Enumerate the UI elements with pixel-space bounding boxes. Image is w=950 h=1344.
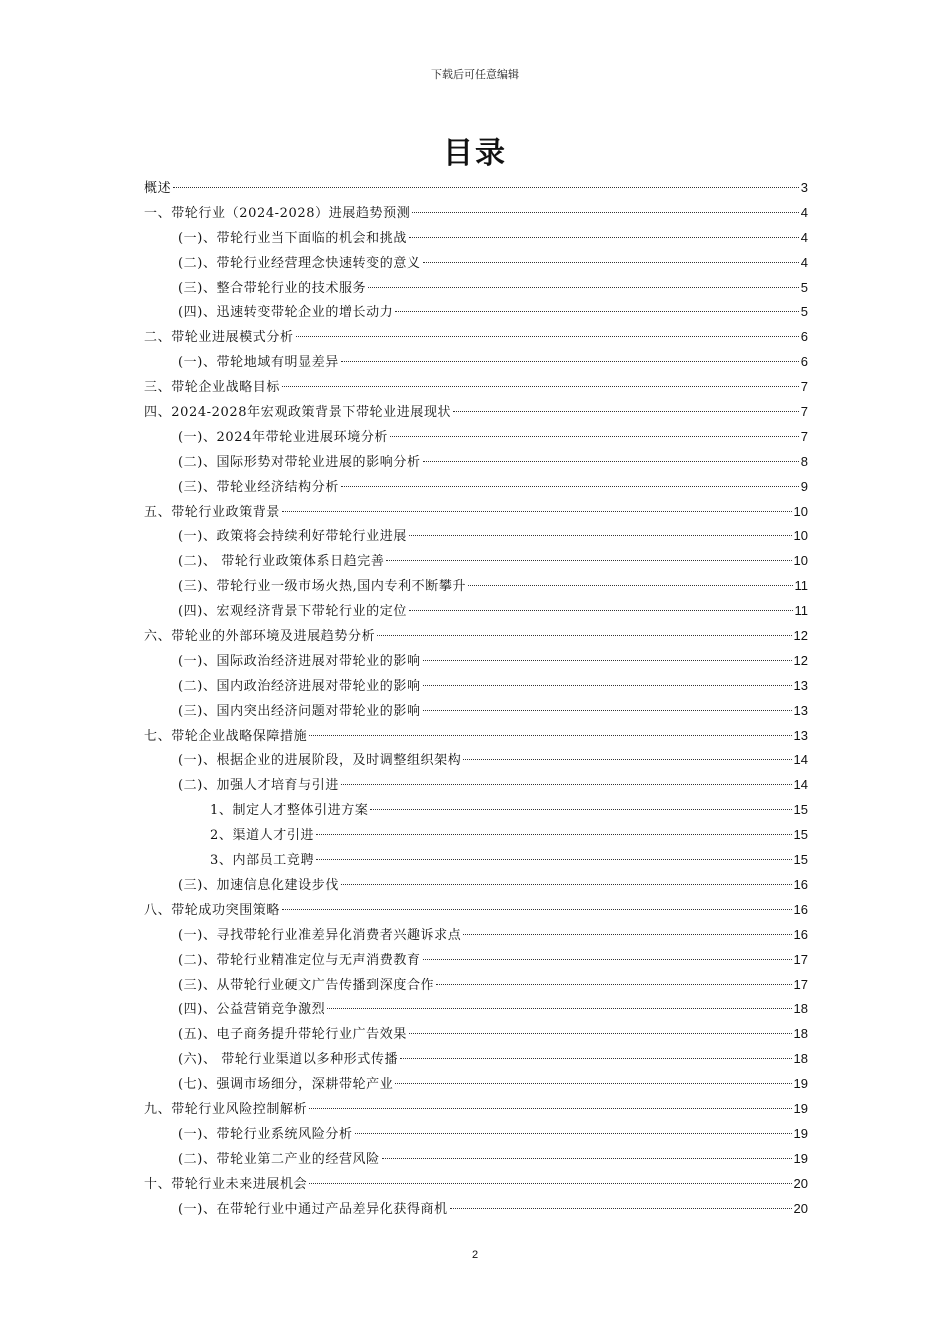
toc-entry-title: (二)、带轮行业经营理念快速转变的意义 [178,255,421,271]
toc-entry[interactable] [144,873,808,898]
toc-entry-page: 16 [793,876,808,892]
toc-entry-page: 3 [800,180,808,195]
toc-entry[interactable] [144,201,808,226]
toc-entry-title: 十、带轮行业未来进展机会 [144,1176,308,1192]
toc-entry[interactable] [144,624,808,649]
toc-entry-page: 16 [793,901,808,917]
toc-entry-page: 18 [793,1051,808,1067]
toc-entry-title: 一、带轮行业（2024-2028）进展趋势预测 [144,205,411,221]
toc-dot-leader [423,959,792,960]
toc-entry[interactable] [144,997,808,1022]
toc-entry-page: 19 [793,1150,808,1166]
toc-entry-title: 四、2024-2028年宏观政策背景下带轮业进展现状 [144,405,452,421]
toc-entry[interactable] [144,1197,808,1222]
toc-dot-leader [368,287,799,288]
toc-dot-leader [463,934,791,935]
toc-dot-leader [309,735,791,736]
toc-entry[interactable] [144,549,808,574]
toc-dot-leader [316,834,791,835]
toc-entry[interactable] [144,425,808,450]
toc-dot-leader [282,909,792,910]
toc-entry-title: (一)、带轮地域有明显差异 [178,355,339,371]
page-title: 目录 [443,136,507,171]
toc-dot-leader [341,361,799,362]
toc-entry-title: (一)、国际政治经济进展对带轮业的影响 [178,653,421,669]
toc-dot-leader [282,511,792,512]
toc-dot-leader [436,984,791,985]
toc-entry[interactable] [144,1172,808,1197]
toc-dot-leader [282,386,799,387]
toc-entry-page: 16 [793,926,808,942]
toc-dot-leader [327,1008,791,1009]
toc-dot-leader [377,635,791,636]
toc-dot-leader [386,560,791,561]
toc-entry-title: (一)、政策将会持续利好带轮行业进展 [178,529,407,545]
toc-entry-page: 15 [793,827,808,843]
toc-entry-title: (二)、国内政治经济进展对带轮业的影响 [178,678,421,694]
toc-dot-leader [409,1033,792,1034]
toc-entry[interactable] [144,823,808,848]
toc-entry-page: 13 [793,702,808,718]
toc-entry-title: 八、带轮成功突围策略 [144,902,281,918]
toc-entry-page: 13 [793,677,808,693]
page-header: 下载后可任意编辑 [431,68,519,81]
toc-entry-page: 7 [800,379,808,395]
toc-entry-page: 6 [800,354,808,370]
toc-entry-title: (一)、2024年带轮业进展环境分析 [178,429,389,445]
toc-entry-title: (一)、带轮行业系统风险分析 [178,1126,353,1142]
toc-entry-title: 2、渠道人才引进 [210,828,315,844]
toc-entry-title: (一)、寻找带轮行业准差异化消费者兴趣诉求点 [178,927,462,943]
toc-entry[interactable] [144,699,808,724]
toc-entry[interactable] [144,599,808,624]
toc-dot-leader [316,859,791,860]
toc-entry-title: (三)、国内突出经济问题对带轮业的影响 [178,703,421,719]
toc-dot-leader [341,784,792,785]
toc-entry-title: 概述 [144,181,172,196]
toc-entry[interactable] [144,350,808,375]
toc-dot-leader [296,336,799,337]
toc-entry[interactable] [144,1097,808,1122]
toc-entry-title: (二)、 带轮行业政策体系日趋完善 [178,554,385,570]
toc-entry-page: 20 [793,1200,808,1216]
toc-entry[interactable] [144,923,808,948]
toc-entry-page: 11 [794,603,808,619]
toc-dot-leader [390,436,799,437]
toc-entry[interactable] [144,674,808,699]
toc-entry[interactable] [144,948,808,973]
toc-entry-title: (四)、宏观经济背景下带轮行业的定位 [178,604,407,620]
toc-entry-title: 六、带轮业的外部环境及进展趋势分析 [144,629,376,645]
toc-entry-title: 九、带轮行业风险控制解析 [144,1101,308,1117]
toc-entry-page: 15 [793,802,808,818]
toc-entry-page: 14 [793,777,808,793]
toc-entry-title: (三)、加速信息化建设步伐 [178,877,339,893]
toc-dot-leader [423,685,792,686]
toc-entry-page: 10 [793,553,808,569]
toc-entry-page: 20 [793,1175,808,1191]
toc-entry[interactable] [144,226,808,251]
toc-entry-title: (二)、加强人才培育与引进 [178,778,339,794]
toc-entry[interactable] [144,500,808,525]
toc-dot-leader [423,262,799,263]
toc-entry-title: 3、内部员工竞聘 [210,853,315,869]
toc-dot-leader [450,1208,792,1209]
toc-entry-page: 4 [800,204,808,220]
page-number: 2 [471,1249,479,1261]
toc-entry-title: (六)、 带轮行业渠道以多种形式传播 [178,1052,399,1068]
toc-dot-leader [370,809,791,810]
toc-dot-leader [400,1058,791,1059]
toc-entry-title: (一)、带轮行业当下面临的机会和挑战 [178,230,407,246]
toc-dot-leader [355,1133,792,1134]
toc-entry-page: 18 [793,1001,808,1017]
toc-dot-leader [309,1108,791,1109]
toc-dot-leader [409,610,793,611]
toc-entry-title: (二)、国际形势对带轮业进展的影响分析 [178,454,421,470]
toc-entry-page: 12 [793,628,808,644]
toc-entry-title: (四)、迅速转变带轮企业的增长动力 [178,305,394,321]
toc-entry-page: 4 [800,229,808,245]
toc-entry[interactable] [144,724,808,749]
toc-dot-leader [412,212,798,213]
toc-entry[interactable] [144,276,808,301]
toc-dot-leader [423,461,799,462]
toc-entry-page: 19 [793,1125,808,1141]
toc-entry-page: 5 [800,304,808,320]
toc-entry-title: (二)、带轮行业精准定位与无声消费教育 [178,952,421,968]
toc-dot-leader [173,187,799,188]
toc-entry-title: (三)、带轮行业一级市场火热,国内专利不断攀升 [178,579,467,595]
toc-entry-title: (四)、公益营销竞争激烈 [178,1002,326,1018]
toc-entry[interactable] [144,400,808,425]
toc-entry-page: 7 [800,404,808,420]
toc-entry[interactable] [144,574,808,599]
toc-entry-page: 6 [800,329,808,345]
toc-entry-page: 10 [793,503,808,519]
toc-entry-title: 五、带轮行业政策背景 [144,504,281,520]
toc-entry[interactable] [144,1072,808,1097]
toc-entry-title: (三)、带轮业经济结构分析 [178,479,339,495]
toc-dot-leader [395,311,798,312]
toc-entry-page: 17 [793,951,808,967]
toc-entry[interactable] [144,1047,808,1072]
toc-dot-leader [468,585,792,586]
toc-entry[interactable] [144,325,808,350]
toc-entry-title: (七)、强调市场细分，深耕带轮产业 [178,1077,394,1093]
toc-entry[interactable] [144,176,808,201]
toc-entry-title: (一)、根据企业的进展阶段，及时调整组织架构 [178,753,462,769]
toc-entry-page: 12 [793,652,808,668]
toc-entry-title: 七、带轮企业战略保障措施 [144,728,308,744]
toc-entry-title: (三)、整合带轮行业的技术服务 [178,280,367,296]
toc-entry-page: 8 [800,453,808,469]
toc-dot-leader [309,1183,791,1184]
toc-entry[interactable] [144,973,808,998]
toc-entry[interactable] [144,649,808,674]
toc-dot-leader [423,660,792,661]
toc-entry-title: (一)、在带轮行业中通过产品差异化获得商机 [178,1201,448,1217]
toc-entry[interactable] [144,1122,808,1147]
toc-entry-title: (五)、电子商务提升带轮行业广告效果 [178,1027,407,1043]
toc-dot-leader [423,710,792,711]
toc-entry-page: 13 [793,727,808,743]
toc-dot-leader [395,1083,791,1084]
toc-entry-page: 7 [800,428,808,444]
toc-entry[interactable] [144,1147,808,1172]
toc-entry[interactable] [144,300,808,325]
toc-entry[interactable] [144,1022,808,1047]
toc-entry-page: 9 [800,478,808,494]
toc-entry-page: 17 [793,976,808,992]
toc-entry-page: 15 [793,852,808,868]
toc-entry[interactable] [144,475,808,500]
toc-entry-page: 14 [793,752,808,768]
toc-entry[interactable] [144,251,808,276]
toc-dot-leader [463,759,791,760]
toc-dot-leader [453,411,799,412]
toc-dot-leader [341,884,792,885]
toc-entry-page: 10 [793,528,808,544]
toc-entry[interactable] [144,798,808,823]
toc-entry[interactable] [144,375,808,400]
toc-entry[interactable] [144,773,808,798]
toc-dot-leader [409,237,799,238]
toc-entry[interactable] [144,450,808,475]
toc-entry[interactable] [144,524,808,549]
toc-entry-page: 11 [794,578,808,594]
toc-entry-title: (二)、带轮业第二产业的经营风险 [178,1151,380,1167]
toc-entry-title: 二、带轮业进展模式分析 [144,330,294,346]
toc-entry-title: (三)、从带轮行业硬文广告传播到深度合作 [178,977,435,993]
toc-entry-page: 18 [793,1026,808,1042]
toc-entry-page: 19 [793,1076,808,1092]
toc-dot-leader [382,1158,792,1159]
toc-entry-page: 19 [793,1100,808,1116]
toc-dot-leader [341,486,799,487]
toc-entry[interactable] [144,848,808,873]
toc-entry-page: 5 [800,279,808,295]
toc-entry[interactable] [144,898,808,923]
toc-entry-title: 三、带轮企业战略目标 [144,380,281,396]
toc-entry-title: 1、制定人才整体引进方案 [210,803,369,819]
toc-dot-leader [409,535,792,536]
table-of-contents [144,176,808,1221]
toc-entry[interactable] [144,748,808,773]
toc-entry-page: 4 [800,254,808,270]
